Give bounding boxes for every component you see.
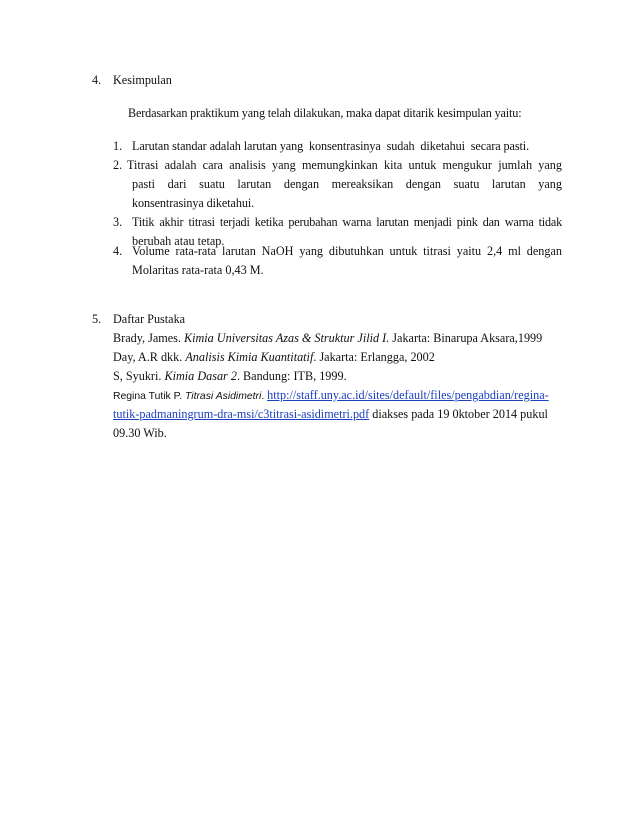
reference-3 [113,367,347,386]
conclusion-item-4-number: 4. [113,244,123,258]
reference-4-author: Regina Tutik P. [113,391,186,402]
conclusion-item-2-line-1: Titrasi adalah cara analisis yang memungkinkan kita untuk mengukur jumlah yang [127,158,562,172]
reference-1 [113,329,542,348]
reference-2-author: Day, A.R dkk. [113,350,186,364]
conclusion-item-4-line-1: Volume rata-rata larutan NaOH yang dibutuhkan untuk titrasi yaitu 2,4 ml dengan [132,244,562,258]
reference-4-access-time: 09.30 Wib. [113,426,167,440]
reference-2-title: Analisis Kimia Kuantitatif [185,350,314,364]
conclusion-item-2-number: 2. [113,158,123,172]
conclusion-item-3-line-1: Titik akhir titrasi terjadi ketika perubahan warna larutan menjadi pink dan warna tidak [132,215,562,229]
conclusion-item-3-line-2: berubah atau tetap. [132,234,225,248]
reference-3-title: Kimia Dasar 2 [164,369,237,383]
reference-4-title: Titrasi Asidimetri [185,391,262,402]
reference-4-access-text: diakses pada 19 0ktober 2014 pukul [369,407,548,421]
reference-4-title-suffix: . [261,391,268,402]
reference-3-author: S, Syukri. [113,369,165,383]
conclusion-intro: Berdasarkan praktikum yang telah dilakukan, maka dapat ditarik kesimpulan yaitu: [128,106,522,120]
reference-1-author: Brady, James. [113,331,184,345]
conclusion-item-2-line-2: pasti dari suatu larutan dengan mereaksikan dengan suatu larutan yang [132,177,562,191]
reference-3-publisher: . Bandung: ITB, 1999. [236,369,347,383]
reference-2 [113,348,435,367]
reference-1-title: Kimia Universitas Azas & Struktur Jilid I. [183,331,390,345]
conclusion-item-3-number: 3. [113,215,123,229]
section-5-title: Daftar Pustaka [113,312,186,326]
reference-4-line-1 [113,386,549,406]
reference-4-line-2 [113,405,548,424]
reference-2-publisher: . Jakarta: Erlangga, 2002 [313,350,435,364]
conclusion-item-1-line-1: Larutan standar adalah larutan yang konsentrasinya sudah diketahui secara pasti. [132,139,530,153]
section-4-number: 4. [92,73,102,87]
conclusion-item-1-number: 1. [113,139,123,153]
reference-4-url-part-2[interactable]: tutik-padmaningrum-dra-msi/c3titrasi-asidimetri.pdf [113,407,370,421]
section-5-number: 5. [92,312,102,326]
conclusion-item-2-line-3: konsentrasinya diketahui. [132,196,255,210]
section-4-title: Kesimpulan [113,73,172,87]
reference-1-publisher: Jakarta: Binarupa Aksara,1999 [389,331,543,345]
reference-4-url-part-1[interactable]: http://staff.uny.ac.id/sites/default/files/pengabdian/regina- [267,388,549,402]
conclusion-item-4-line-2: Molaritas rata-rata 0,43 M. [132,263,264,277]
